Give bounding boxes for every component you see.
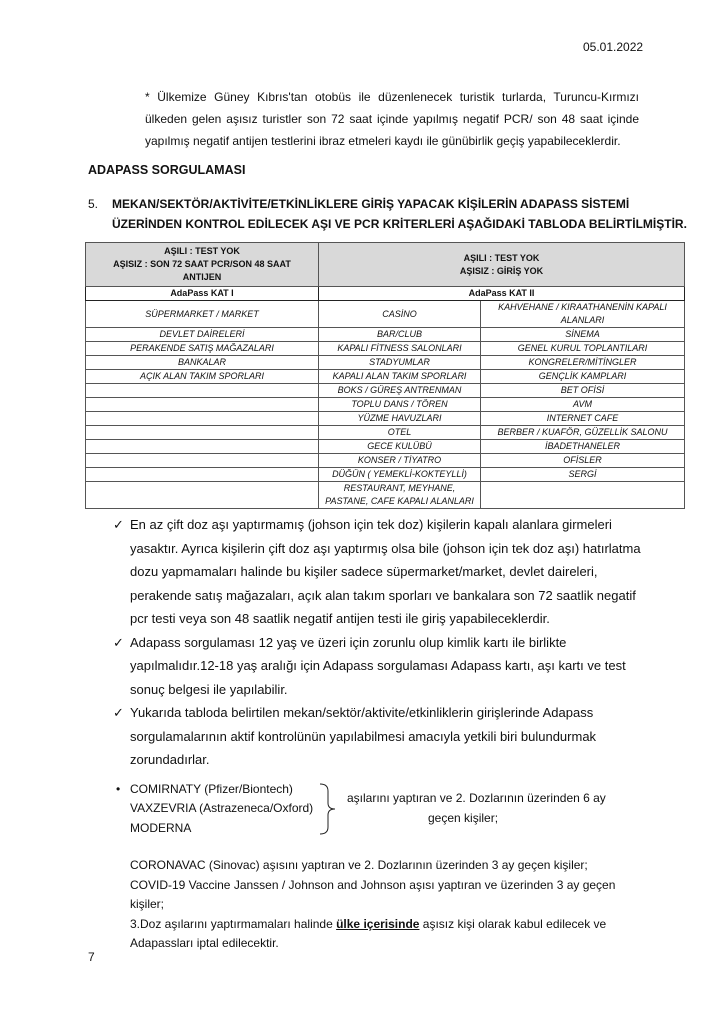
page-number: 7 bbox=[88, 950, 95, 964]
bullet-item bbox=[113, 631, 653, 702]
table-row bbox=[86, 384, 685, 398]
section-title: ADAPASS SORGULAMASI bbox=[88, 163, 246, 177]
notes-block bbox=[130, 856, 640, 954]
table-cell-kat2: SİNEMA bbox=[481, 328, 685, 342]
table-cell-kat1 bbox=[86, 468, 319, 482]
item-text: MEKAN/SEKTÖR/AKTİVİTE/ETKİNLİKLERE GİRİŞ YAPACAK KİŞİLERİN ADAPASS SİSTEMİ ÜZERİNDEN KONTROL EDİLECEK AŞI VE PCR KRİTERLERİ AŞAĞIDAKİ TABLODA BELİRTİLMİŞTİR. bbox=[112, 197, 687, 231]
criteria-line: AŞILI : TEST YOK bbox=[463, 252, 540, 263]
table-cell-kat1 bbox=[86, 454, 319, 468]
table-cell-kat1: PERAKENDE SATIŞ MAĞAZALARI bbox=[86, 342, 319, 356]
condition-line: aşılarını yaptıran ve 2. Dozlarının üzerinden 6 ay bbox=[347, 791, 606, 806]
bullet-text: Adapass sorgulaması 12 yaş ve üzeri için zorunlu olup kimlik kartı ile birlikte yapılmalıdır.12-18 yaş aralığı için Adapass sorgulaması Adapass kartı, aşı kartı ve test sonuç belgesi ile yapılabilir. bbox=[130, 634, 626, 697]
table-cell-kat2: KONGRELER/MİTİNGLER bbox=[481, 356, 685, 370]
table-row bbox=[86, 468, 685, 482]
table-cell-kat2: TOPLU DANS / TÖREN bbox=[319, 398, 481, 412]
kat-label-row bbox=[86, 287, 685, 301]
table-cell-kat2: INTERNET CAFE bbox=[481, 412, 685, 426]
table-cell-kat2: BAR/CLUB bbox=[319, 328, 481, 342]
table-cell-kat2: CASİNO bbox=[319, 301, 481, 328]
table-cell-kat1: DEVLET DAİRELERİ bbox=[86, 328, 319, 342]
table-cell-kat1 bbox=[86, 440, 319, 454]
note-third-dose bbox=[130, 915, 640, 954]
table-row bbox=[86, 440, 685, 454]
table-cell-kat1: AÇIK ALAN TAKIM SPORLARI bbox=[86, 370, 319, 384]
table-row bbox=[86, 426, 685, 440]
criteria-line: AŞISIZ : SON 72 SAAT PCR/SON 48 SAAT ANTIJEN bbox=[113, 259, 291, 282]
note-coronavac: CORONAVAC (Sinovac) aşısını yaptıran ve 2. Dozlarının üzerinden 3 ay geçen kişiler; bbox=[130, 858, 588, 872]
note-janssen: COVID-19 Vaccine Janssen / Johnson and Johnson aşısı yaptıran ve üzerinden 3 ay geçen kişiler; bbox=[130, 877, 616, 911]
table-cell-kat1 bbox=[86, 384, 319, 398]
bullet-item bbox=[113, 701, 653, 772]
table-row bbox=[86, 342, 685, 356]
table-row bbox=[86, 301, 685, 328]
table-cell-kat2: GECE KULÜBÜ bbox=[319, 440, 481, 454]
checkmark-icon: ✓ bbox=[113, 705, 124, 720]
table-cell-kat2: GENEL KURUL TOPLANTILARI bbox=[481, 342, 685, 356]
kat2-label: AdaPass KAT II bbox=[319, 287, 685, 301]
table-cell-kat2: KONSER / TİYATRO bbox=[319, 454, 481, 468]
item-number: 5. bbox=[88, 197, 99, 211]
table-cell-kat2: İBADETHANELER bbox=[481, 440, 685, 454]
table-cell-kat2: AVM bbox=[481, 398, 685, 412]
bullet-text: Yukarıda tabloda belirtilen mekan/sektör/aktivite/etkinliklerin girişlerinde Adapass sorgulamalarının aktif kontrolünün yapılabilmesi amacıyla yetkili biri bulundurmak zorundadırlar. bbox=[130, 705, 597, 767]
table-cell-kat2: BERBER / KUAFÖR, GÜZELLİK SALONU bbox=[481, 426, 685, 440]
kat1-label: AdaPass KAT I bbox=[86, 287, 319, 301]
vaccine-name: VAXZEVRIA (Astrazeneca/Oxford) bbox=[130, 801, 314, 815]
table-row bbox=[86, 328, 685, 342]
table-cell-kat2: BOKS / GÜREŞ ANTRENMAN bbox=[319, 384, 481, 398]
vaccine-condition bbox=[347, 789, 677, 828]
table-cell-kat2: OTEL bbox=[319, 426, 481, 440]
table-cell-kat2 bbox=[481, 482, 685, 509]
table-cell-kat2: SERGİ bbox=[481, 468, 685, 482]
table-cell-kat2: KAPALI ALAN TAKIM SPORLARI bbox=[319, 370, 481, 384]
table-header-row bbox=[86, 243, 685, 287]
table-cell-kat1: BANKALAR bbox=[86, 356, 319, 370]
vaccine-list bbox=[130, 780, 318, 839]
table-cell-kat2: KAHVEHANE / KIRAATHANENİN KAPALI ALANLARI bbox=[481, 301, 685, 328]
checkmark-icon: ✓ bbox=[113, 634, 124, 650]
condition-line: geçen kişiler; bbox=[428, 810, 499, 825]
table-cell-kat2: GENÇLİK KAMPLARI bbox=[481, 370, 685, 384]
document-date: 05.01.2022 bbox=[583, 40, 644, 54]
vaccine-block bbox=[116, 780, 688, 839]
intro-paragraph: * Ülkemize Güney Kıbrıs'tan otobüs ile düzenlenecek turistik turlarda, Turuncu-Kırmızı ülkeden gelen aşısız turistler son 72 saat içinde yapılmış negatif PCR/ son 48 saat içinde yapılmış negatif antijen testlerini ibraz etmeleri kaydı ile günübirlik geçiş yapabileceklerdir. bbox=[145, 90, 639, 148]
table-row bbox=[86, 482, 685, 509]
vaccine-name: MODERNA bbox=[130, 820, 192, 835]
criteria-line: AŞISIZ : GİRİŞ YOK bbox=[459, 265, 544, 276]
bullet-item bbox=[113, 513, 653, 631]
note-text: 3.Doz aşılarını yaptırmamaları halinde bbox=[130, 916, 337, 931]
table-cell-kat2: STADYUMLAR bbox=[319, 356, 481, 370]
table-cell-kat1 bbox=[86, 426, 319, 440]
table-cell-kat2: RESTAURANT, MEYHANE, PASTANE, CAFE KAPALI ALANLARI bbox=[319, 482, 481, 509]
kat2-criteria bbox=[319, 243, 685, 287]
table-row bbox=[86, 370, 685, 384]
list-item-5 bbox=[88, 194, 688, 234]
kat1-criteria bbox=[86, 243, 319, 287]
table-cell-kat2: BET OFİSİ bbox=[481, 384, 685, 398]
table-cell-kat2: OFİSLER bbox=[481, 454, 685, 468]
vaccine-name: COMIRNATY (Pfizer/Biontech) bbox=[130, 781, 293, 796]
document-body bbox=[88, 86, 688, 954]
checkmark-icon: ✓ bbox=[113, 517, 124, 532]
table-row bbox=[86, 412, 685, 426]
table-cell-kat2: DÜĞÜN ( YEMEKLİ-KOKTEYLLİ) bbox=[319, 468, 481, 482]
criteria-line: AŞILI : TEST YOK bbox=[164, 246, 240, 256]
table-row bbox=[86, 356, 685, 370]
table-cell-kat1 bbox=[86, 412, 319, 426]
bullet-dot-icon: • bbox=[116, 781, 121, 796]
brace-icon bbox=[318, 783, 336, 835]
table-cell-kat2: YÜZME HAVUZLARI bbox=[319, 412, 481, 426]
table-cell-kat1 bbox=[86, 482, 319, 509]
table-cell-kat2: KAPALI FİTNESS SALONLARI bbox=[319, 342, 481, 356]
table-cell-kat1 bbox=[86, 398, 319, 412]
bullet-text: En az çift doz aşı yaptırmamış (johson için tek doz) kişilerin kapalı alanlara girmeleri yasaktır. Ayrıca kişilerin çift doz aşı yaptırmış olsa bile (johson için tek doz aşı) hatırlatma dozu yapmamaları halinde bu kişiler sadece süpermarket/market, devlet daireleri, perakende satış mağazaları, açık alan takım sporları ve bankalara son 72 saatlik negatif pcr testi veya son 48 saatlik negatif antijen testi ile giriş yapabileceklerdir. bbox=[130, 517, 641, 626]
note-emphasis: ülke içerisinde bbox=[336, 916, 420, 931]
table-cell-kat1: SÜPERMARKET / MARKET bbox=[86, 301, 319, 328]
note-text: aşısız kişi olarak kabul edilecek ve Adapassları iptal edilecektir. bbox=[130, 916, 607, 950]
table-row bbox=[86, 454, 685, 468]
adapass-table bbox=[85, 242, 685, 509]
table-row bbox=[86, 398, 685, 412]
